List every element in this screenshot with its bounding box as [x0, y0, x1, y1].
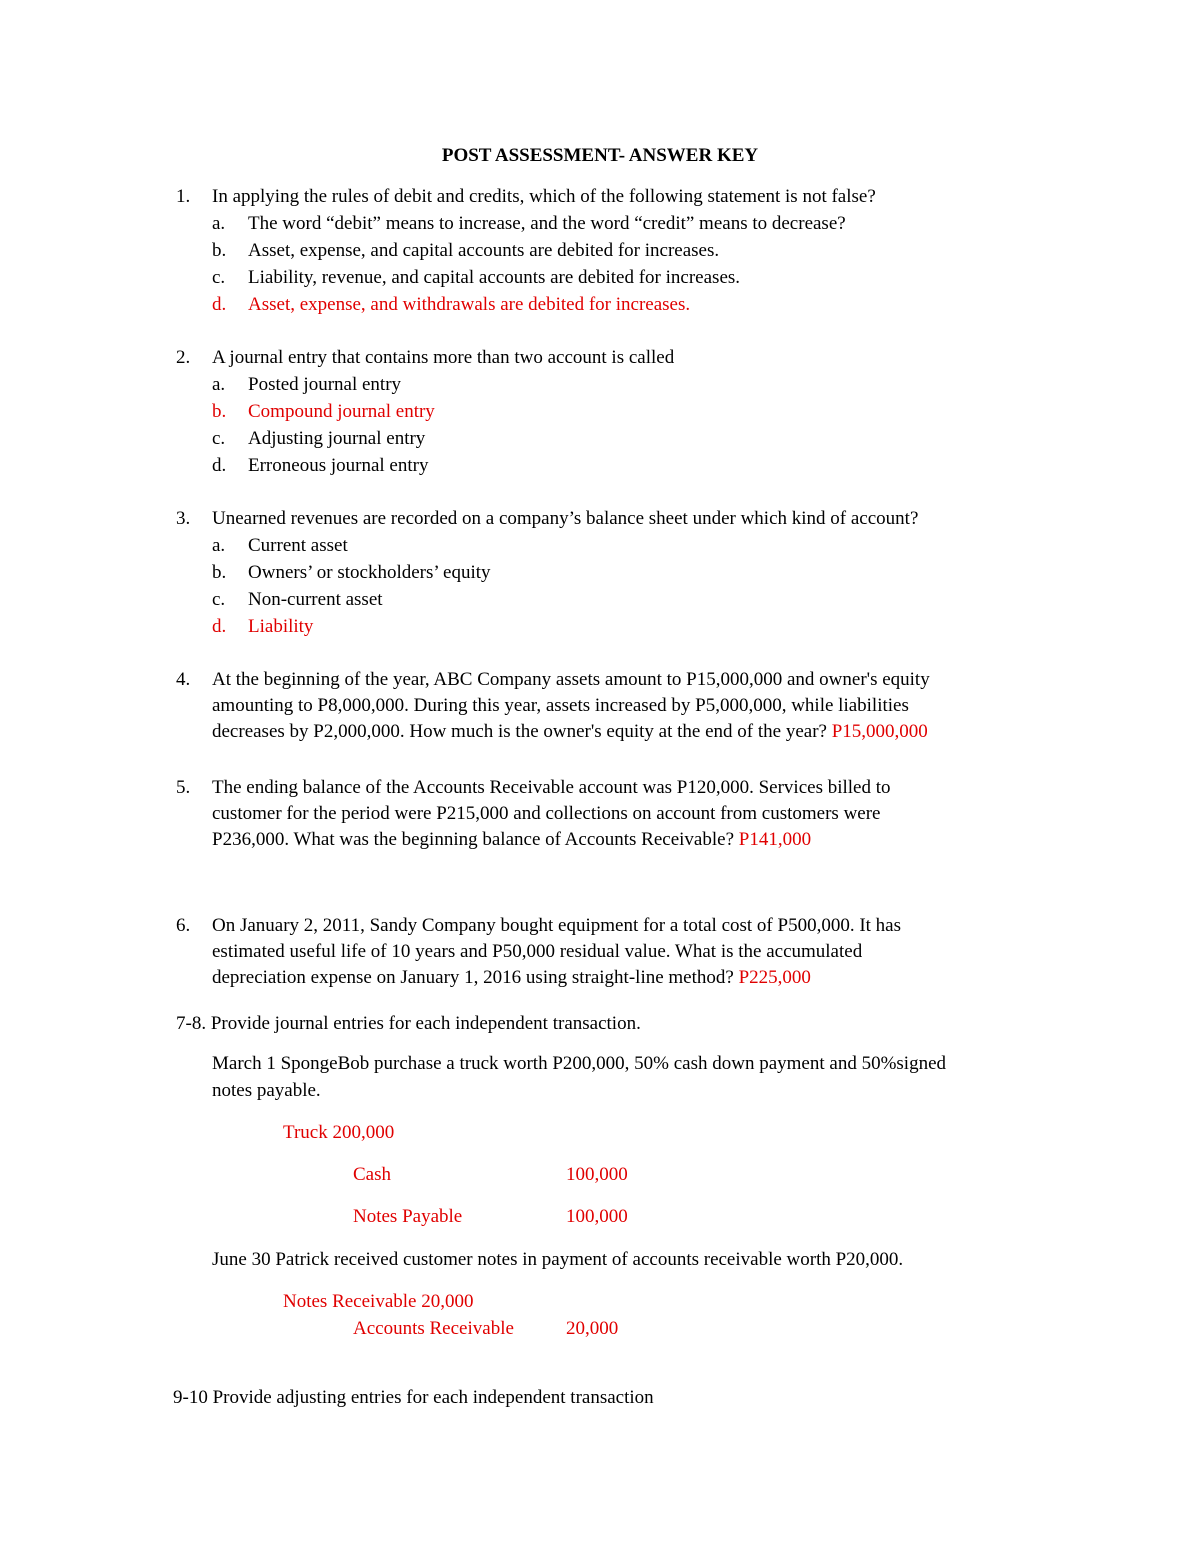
option-text: Liability, revenue, and capital accounts are debited for increases.	[248, 267, 741, 288]
option-letter: b.	[212, 240, 227, 261]
option-text: Non-current asset	[248, 589, 383, 610]
journal-credit-account: Notes Payable	[353, 1206, 463, 1227]
correct-option-letter: d.	[212, 294, 227, 315]
question-number: 2.	[176, 347, 191, 368]
question-text: In applying the rules of debit and credits, which of the following statement is not false?	[212, 186, 876, 207]
question-text-line	[212, 720, 928, 744]
answer-text: P141,000	[738, 829, 812, 850]
option-text: Posted journal entry	[248, 374, 402, 395]
option-letter: a.	[212, 374, 226, 395]
option-text: Current asset	[248, 535, 348, 556]
option-letter: c.	[212, 589, 226, 610]
question-number: 4.	[176, 669, 191, 690]
question-text-line	[212, 828, 811, 852]
option-text: Adjusting journal entry	[248, 428, 426, 449]
journal-credit-account: Accounts Receivable	[353, 1318, 514, 1339]
question-text: depreciation expense on January 1, 2016 using straight-line method?	[212, 967, 734, 988]
question-number: 1.	[176, 186, 191, 207]
question-text-line: At the beginning of the year, ABC Company assets amount to P15,000,000 and owner's equity	[212, 669, 930, 690]
option-text: Owners’ or stockholders’ equity	[248, 562, 491, 583]
correct-option-letter: d.	[212, 616, 227, 637]
question-text-line	[212, 966, 811, 990]
section-heading: 7-8. Provide journal entries for each independent transaction.	[176, 1013, 641, 1034]
question-text-line: On January 2, 2011, Sandy Company bought equipment for a total cost of P500,000. It has	[212, 915, 902, 936]
page-title: POST ASSESSMENT- ANSWER KEY	[441, 145, 759, 166]
transaction-text-line: June 30 Patrick received customer notes in payment of accounts receivable worth P20,000.	[212, 1249, 904, 1270]
journal-credit-amount: 100,000	[566, 1164, 628, 1185]
transaction-text-line: notes payable.	[212, 1080, 321, 1101]
correct-option-letter: b.	[212, 401, 227, 422]
answer-text: P15,000,000	[831, 721, 928, 742]
question-number: 5.	[176, 777, 191, 798]
correct-option-text: Liability	[248, 616, 314, 637]
option-letter: d.	[212, 455, 227, 476]
journal-debit-line: Truck 200,000	[283, 1122, 395, 1143]
journal-credit-amount: 20,000	[566, 1318, 619, 1339]
question-text-line: amounting to P8,000,000. During this year, assets increased by P5,000,000, while liabilities	[212, 695, 909, 716]
question-number: 3.	[176, 508, 191, 529]
journal-credit-amount: 100,000	[566, 1206, 628, 1227]
correct-option-text: Compound journal entry	[248, 401, 435, 422]
option-letter: a.	[212, 535, 226, 556]
question-text: Unearned revenues are recorded on a company’s balance sheet under which kind of account?	[212, 508, 919, 529]
correct-option-text: Asset, expense, and withdrawals are debited for increases.	[248, 294, 691, 315]
answer-text: P225,000	[738, 967, 811, 988]
option-text: The word “debit” means to increase, and the word “credit” means to decrease?	[248, 213, 846, 234]
question-text: A journal entry that contains more than two account is called	[212, 347, 675, 368]
option-letter: c.	[212, 428, 226, 449]
option-letter: b.	[212, 562, 227, 583]
question-text: decreases by P2,000,000. How much is the owner's equity at the end of the year?	[212, 721, 827, 742]
option-letter: a.	[212, 213, 226, 234]
option-text: Erroneous journal entry	[248, 455, 429, 476]
section-heading: 9-10 Provide adjusting entries for each independent transaction	[173, 1387, 654, 1408]
question-text: P236,000. What was the beginning balance of Accounts Receivable?	[212, 829, 734, 850]
question-text-line: estimated useful life of 10 years and P50,000 residual value. What is the accumulated	[212, 941, 863, 962]
option-text: Asset, expense, and capital accounts are debited for increases.	[248, 240, 720, 261]
transaction-text-line: March 1 SpongeBob purchase a truck worth P200,000, 50% cash down payment and 50%signed	[212, 1053, 946, 1074]
question-text-line: The ending balance of the Accounts Receivable account was P120,000. Services billed to	[212, 777, 891, 798]
journal-credit-account: Cash	[353, 1164, 391, 1185]
question-text-line: customer for the period were P215,000 and collections on account from customers were	[212, 803, 881, 824]
option-letter: c.	[212, 267, 226, 288]
journal-debit-line: Notes Receivable 20,000	[283, 1291, 474, 1312]
question-number: 6.	[176, 915, 191, 936]
